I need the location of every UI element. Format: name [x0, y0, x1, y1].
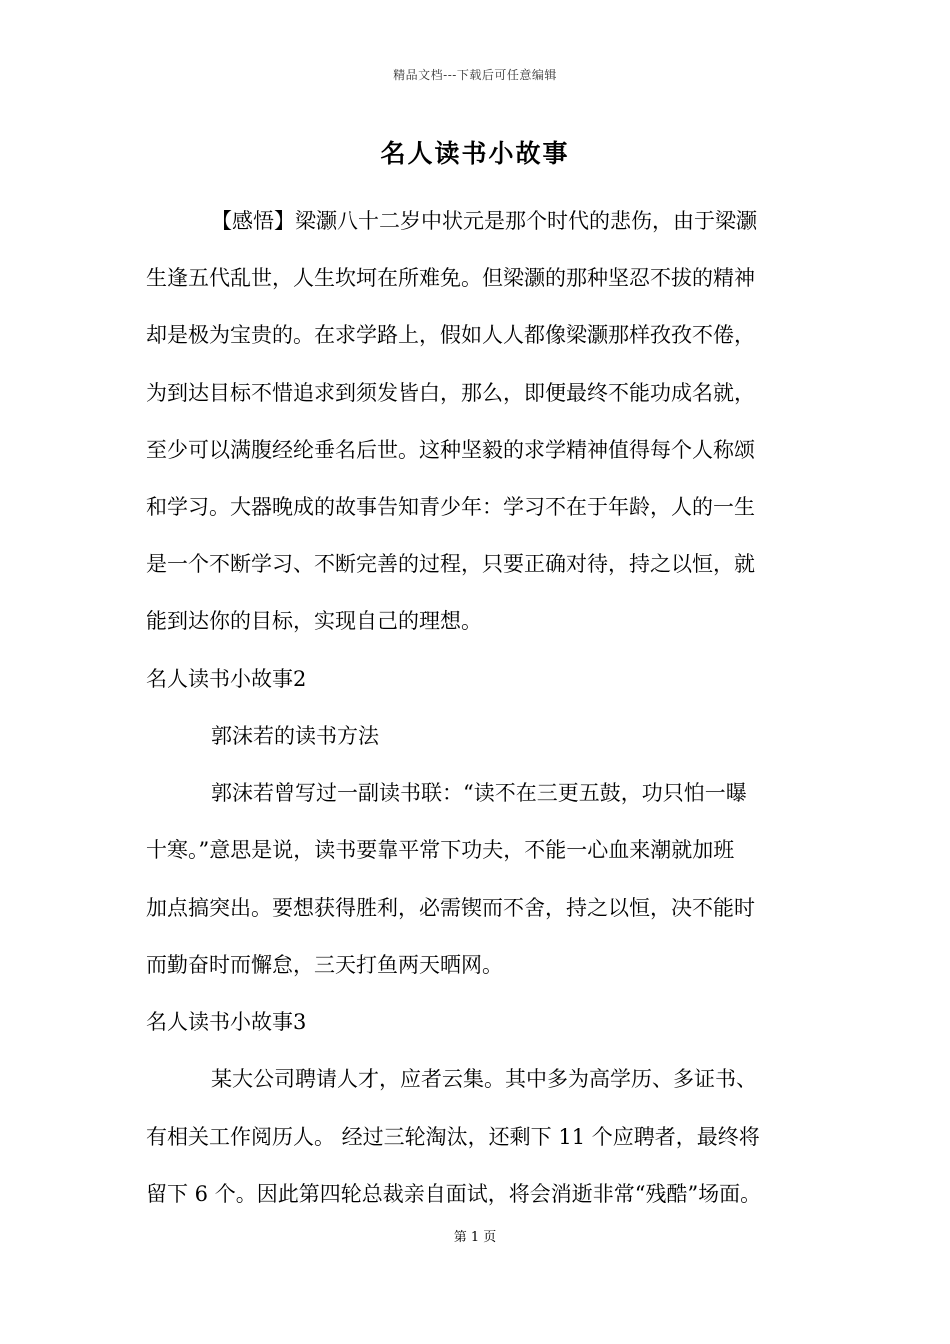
paragraph-line: 而勤奋时而懈怠，三天打鱼两天晒网。	[146, 953, 503, 977]
paragraph-line: 为到达目标不惜追求到须发皆白，那么，即便最终不能功成名就，	[146, 381, 755, 405]
paragraph-line: 能到达你的目标，实现自己的理想。	[146, 609, 482, 633]
paragraph-line: 某大公司聘请人才，应者云集。其中多为高学历、多证书、	[211, 1067, 757, 1091]
paragraph-line: 却是极为宝贵的。在求学路上，假如人人都像梁灏那样孜孜不倦，	[146, 323, 755, 347]
page-number: 第 1 页	[453, 1230, 497, 1245]
paragraph-line: 郭沫若曾写过一副读书联：“读不在三更五鼓，功只怕一曝	[211, 781, 747, 805]
section-heading: 名人读书小故事3	[146, 1010, 307, 1034]
paragraph-line: 生逢五代乱世，人生坎坷在所难免。但梁灏的那种坚忍不拔的精神	[146, 266, 755, 290]
story-title: 郭沫若的读书方法	[211, 724, 379, 748]
paragraph-line: 是一个不断学习、不断完善的过程，只要正确对待，持之以恒，就	[146, 552, 755, 576]
paragraph-line: 有相关工作阅历人。 经过三轮淘汰，还剩下 11 个应聘者，最终将	[146, 1125, 760, 1149]
page-header: 精品文档---下载后可任意编辑	[393, 68, 557, 82]
paragraph-line: 【感悟】梁灏八十二岁中状元是那个时代的悲伤，由于梁灏	[211, 209, 757, 233]
document-title: 名人读书小故事	[380, 139, 570, 168]
section-heading: 名人读书小故事2	[146, 667, 307, 691]
paragraph-line: 和学习。大器晚成的故事告知青少年：学习不在于年龄，人的一生	[146, 495, 755, 519]
paragraph-line: 留下 6 个。因此第四轮总裁亲自面试，将会消逝非常“残酷”场面。	[146, 1182, 762, 1206]
paragraph-line: 加点搞突出。要想获得胜利，必需锲而不舍，持之以恒，决不能时	[146, 896, 755, 920]
paragraph-line: 十寒。”意思是说，读书要靠平常下功夫，不能一心血来潮就加班	[146, 838, 735, 862]
paragraph-line: 至少可以满腹经纶垂名后世。这种坚毅的求学精神值得每个人称颂	[146, 438, 755, 462]
